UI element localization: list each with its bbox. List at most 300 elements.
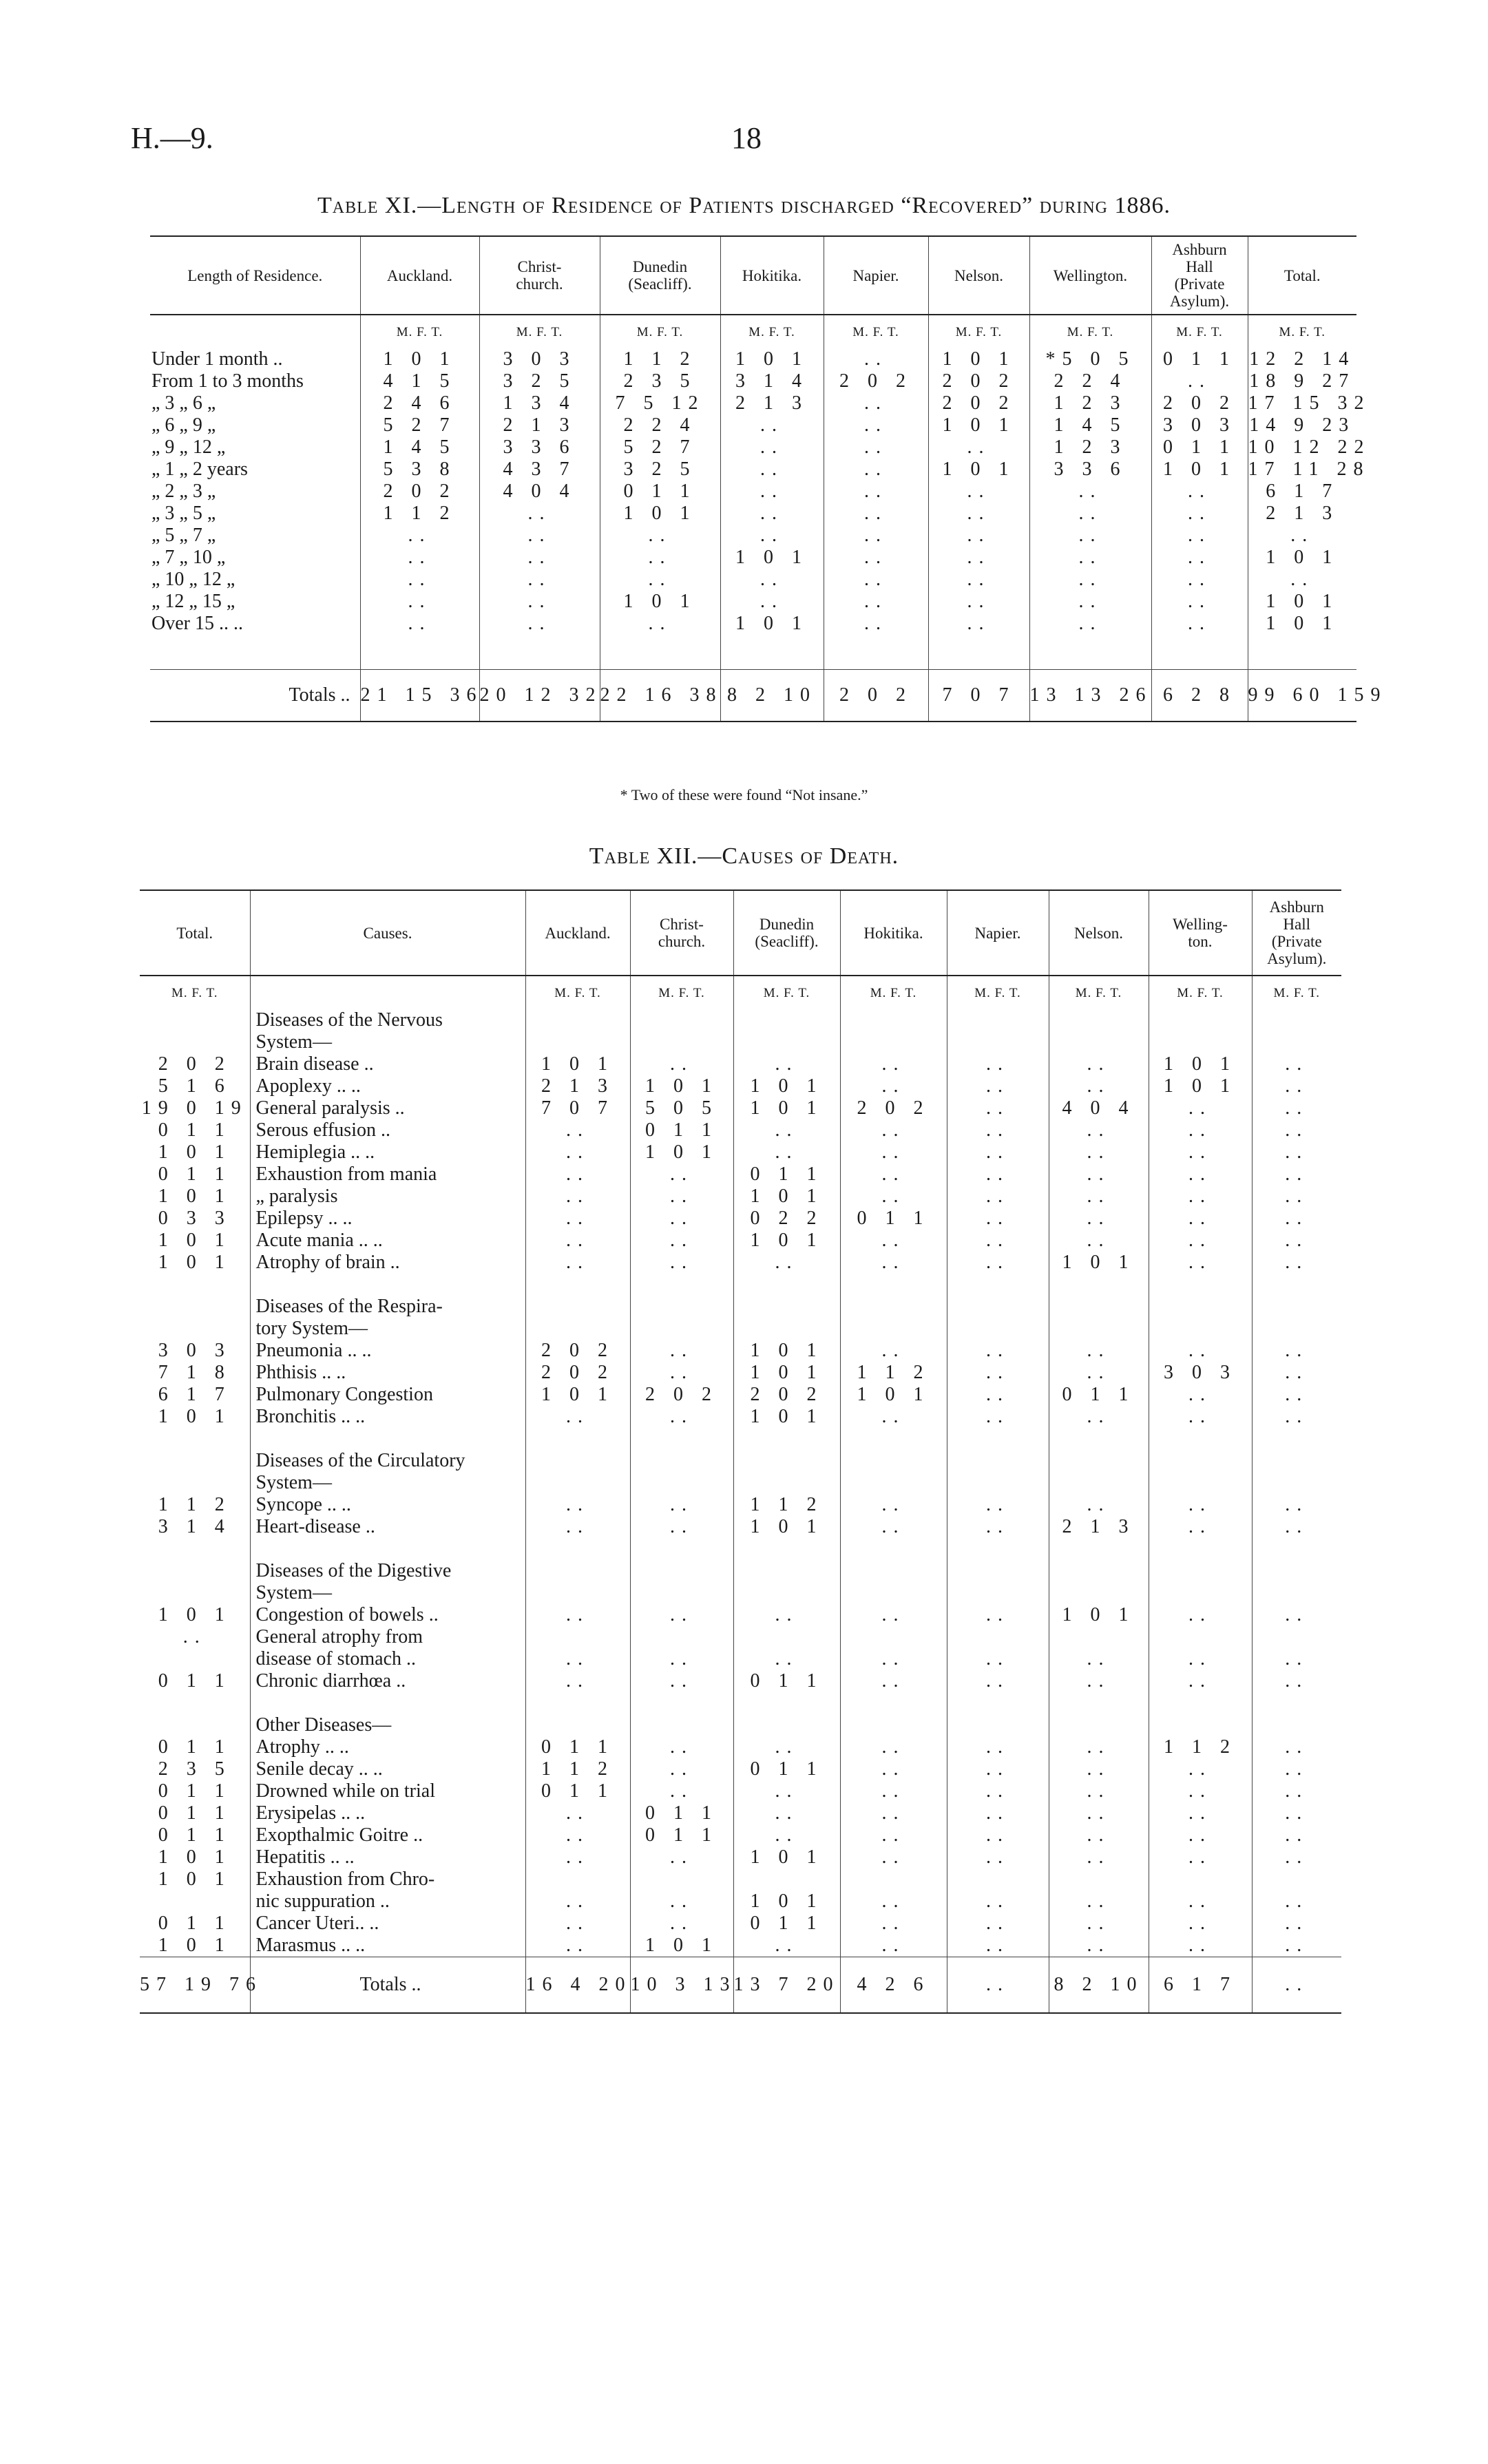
table-cell [840,1538,947,1560]
table-row [140,1913,1341,1935]
table-cell [1252,1009,1341,1031]
table-cell: .. [824,503,928,525]
row-total: 0 1 1 [158,1913,231,1934]
mft-label: M. F. T. [1248,315,1356,348]
table-cell: .. [1049,1494,1149,1516]
table-cell: 1 0 1 [928,414,1029,436]
table-cell: .. [928,503,1029,525]
mft-label: M. F. T. [824,315,928,348]
table-cell: .. [525,1891,630,1913]
table-row [140,1494,1341,1516]
table-row [150,414,1356,436]
table-cell [840,1031,947,1053]
table-cell: .. [947,1494,1049,1516]
table-cell: 1 0 1 [733,1516,840,1538]
table-cell: .. [525,1802,630,1824]
table-cell: .. [824,591,928,613]
table-cell [1149,1296,1252,1318]
table-cell [1149,1560,1252,1582]
table-cell [1049,1274,1149,1296]
table-cell [733,1428,840,1450]
table-cell: 3 3 6 [1029,459,1151,481]
row-cause [250,1274,525,1296]
table-cell: .. [1049,1230,1149,1252]
table-cell [733,1318,840,1340]
row-total: 19 0 19 [141,1097,248,1119]
table-cell [947,1560,1049,1582]
table-cell [525,1296,630,1318]
table-cell: .. [1049,1119,1149,1141]
row-total: 0 1 1 [158,1163,231,1185]
table-cell: .. [947,1891,1049,1913]
table-cell: 1 2 3 [1029,392,1151,414]
table-row [140,1780,1341,1802]
table-cell [630,1868,733,1891]
table-cell: .. [1149,1780,1252,1802]
table-cell: 1 1 2 [525,1758,630,1780]
row-label: „ 9 „ 12 „ [151,436,226,458]
table-cell: .. [600,525,720,547]
table-cell: 5 2 7 [360,414,479,436]
spacer-row [150,635,1356,670]
table-cell: 1 0 1 [928,459,1029,481]
table-cell: .. [630,1670,733,1692]
mft-label: M. F. T. [947,976,1049,1009]
table-cell: 2 0 2 [928,392,1029,414]
table-cell: .. [947,1604,1049,1626]
table-cell [1049,1538,1149,1560]
row-total: 5 1 6 [158,1075,231,1097]
table-cell: .. [525,1230,630,1252]
table-cell: 4 0 4 [479,481,600,503]
table-row [140,1252,1341,1274]
table-cell: .. [630,1648,733,1670]
row-total: 1 0 1 [158,1604,231,1625]
row-total: 3 0 3 [158,1340,231,1361]
table-cell [525,1472,630,1494]
row-total: 1 1 2 [158,1494,231,1515]
table-cell [630,1692,733,1714]
totals-cell: 10 3 13 [630,1957,733,2014]
table-cell [1049,1318,1149,1340]
table-cell: .. [630,1230,733,1252]
row-total: .. [182,1626,207,1647]
totals-cell: 8 2 10 [720,670,824,722]
table-cell: .. [840,1670,947,1692]
table-cell: .. [840,1846,947,1868]
totals-cell: 2 0 2 [824,670,928,722]
row-total: 0 3 3 [158,1208,231,1229]
row-total: 6 1 7 [158,1384,231,1405]
table-cell: 1 0 1 [600,503,720,525]
table-cell [947,1692,1049,1714]
table-cell: 0 1 1 [630,1824,733,1846]
table-cell: .. [947,1846,1049,1868]
column-header: Wellington. [1029,236,1151,315]
table-cell: .. [733,1935,840,1957]
row-cause: Exhaustion from mania [250,1163,525,1186]
table-cell: 1 0 1 [630,1141,733,1163]
column-header: Christ-church. [630,890,733,976]
totals-row [150,670,1356,722]
row-total [140,1428,250,1450]
table-cell: .. [600,613,720,635]
column-header: Welling-ton. [1149,890,1252,976]
table-cell [733,1692,840,1714]
table-cell: .. [479,591,600,613]
row-label: „ 1 „ 2 years [151,459,248,480]
table-cell [525,1538,630,1560]
table-cell: 2 1 3 [1248,503,1356,525]
totals-cell: 8 2 10 [1049,1957,1149,2014]
table-row [140,1163,1341,1186]
table-cell: .. [824,436,928,459]
row-cause: Diseases of the Circulatory [250,1450,525,1472]
table-cell [1049,1450,1149,1472]
table-row [150,525,1356,547]
table-cell [525,1714,630,1736]
row-total: 2 3 5 [158,1758,231,1780]
row-total [140,1560,250,1582]
table-cell [525,1692,630,1714]
table-cell: .. [1252,1913,1341,1935]
table-cell: .. [1029,613,1151,635]
table-cell: 1 1 2 [840,1362,947,1384]
table-cell [525,1428,630,1450]
table-cell [1149,1538,1252,1560]
totals-row [140,1957,1341,2014]
row-total [140,1031,250,1053]
table-cell: 1 0 1 [733,1075,840,1097]
table-row [140,1009,1341,1031]
table-cell: .. [720,569,824,591]
table-cell: .. [360,525,479,547]
table-cell: 1 0 1 [733,1186,840,1208]
table-cell: 1 3 4 [479,392,600,414]
table-cell: .. [1149,1119,1252,1141]
table-cell: .. [1252,1208,1341,1230]
table-cell: .. [840,1780,947,1802]
row-cause: Hemiplegia .. .. [250,1141,525,1163]
table-cell [733,1560,840,1582]
mft-label: M. F. T. [720,315,824,348]
row-cause: Acute mania .. .. [250,1230,525,1252]
table-cell [525,1009,630,1031]
table-cell: 2 1 3 [720,392,824,414]
table-cell: .. [630,1780,733,1802]
table-cell: 2 0 2 [630,1384,733,1406]
row-total: 0 1 1 [158,1670,231,1692]
table-cell: .. [840,1163,947,1186]
table-cell: .. [525,1186,630,1208]
table-cell [840,1450,947,1472]
table-cell [630,1560,733,1582]
row-total [140,1538,250,1560]
column-header-total: Total. [140,890,250,976]
row-cause: Diseases of the Digestive [250,1560,525,1582]
table-cell: .. [840,1516,947,1538]
row-total [140,1714,250,1736]
table-cell: .. [525,1935,630,1957]
totals-label: Totals .. [250,1957,525,2014]
row-cause: Diseases of the Respira- [250,1296,525,1318]
spacer-row [140,1538,1341,1560]
table-cell: .. [1029,569,1151,591]
table-cell [630,1714,733,1736]
column-header: Nelson. [928,236,1029,315]
table-cell [525,1031,630,1053]
table-cell [1049,1560,1149,1582]
table-cell: .. [360,547,479,569]
table-cell: .. [1029,503,1151,525]
row-total [140,1274,250,1296]
row-cause: Congestion of bowels .. [250,1604,525,1626]
table-cell: .. [928,436,1029,459]
table-cell: 4 3 7 [479,459,600,481]
totals-cell: 6 1 7 [1149,1957,1252,2014]
table-cell [947,1714,1049,1736]
table-cell [525,1450,630,1472]
table-cell: .. [947,1780,1049,1802]
table-cell [947,1868,1049,1891]
document-code: H.—9. [131,121,213,155]
row-total: 2 0 2 [158,1053,231,1075]
table-cell: .. [1149,1846,1252,1868]
table-cell: .. [1149,1208,1252,1230]
table-cell: .. [1252,1119,1341,1141]
row-label: Over 15 .. .. [151,613,243,634]
table-cell [630,1450,733,1472]
table-cell: 1 1 2 [733,1494,840,1516]
table-cell: 1 0 1 [840,1384,947,1406]
table-cell [1049,1692,1149,1714]
totals-cell: 4 2 6 [840,1957,947,2014]
table-cell: .. [1252,1252,1341,1274]
table-cell: 0 1 1 [733,1163,840,1186]
table-cell: .. [1149,1935,1252,1957]
table-cell: .. [840,1230,947,1252]
table-cell: .. [1049,1736,1149,1758]
table-cell: 0 1 1 [733,1670,840,1692]
row-label: Under 1 month .. [151,348,283,370]
mft-label: M. F. T. [840,976,947,1009]
column-header: Napier. [947,890,1049,976]
table-row [140,1824,1341,1846]
table-cell: .. [1252,1053,1341,1075]
row-cause: Pneumonia .. .. [250,1340,525,1362]
table-cell [840,1692,947,1714]
table-cell: .. [947,1053,1049,1075]
table-cell [630,1538,733,1560]
table-cell: .. [1049,1340,1149,1362]
table-cell: .. [1149,1670,1252,1692]
table-cell: 3 2 5 [479,370,600,392]
column-header-length: Length of Residence. [150,236,360,315]
table-row [140,1340,1341,1362]
table-cell: .. [840,1141,947,1163]
table-row [150,569,1356,591]
table-cell: .. [1252,1075,1341,1097]
table-cell: .. [1252,1097,1341,1119]
table-cell [733,1296,840,1318]
table-cell: 5 0 5 [630,1097,733,1119]
table-cell: .. [525,1163,630,1186]
table-cell [630,1274,733,1296]
table-cell [1149,1274,1252,1296]
table-xi-title: Table XI.—Length of Residence of Patients discharged “Recovered” during 1886. [317,193,1171,218]
table-cell: .. [1049,1141,1149,1163]
table-cell [840,1296,947,1318]
table-cell: .. [1029,591,1151,613]
table-cell [1149,1031,1252,1053]
table-cell: 1 0 1 [600,591,720,613]
table-cell: .. [525,1648,630,1670]
table-cell: 0 1 1 [840,1208,947,1230]
row-total [140,1296,250,1318]
table-cell [733,1868,840,1891]
row-cause: Epilepsy .. .. [250,1208,525,1230]
table-cell: .. [840,1186,947,1208]
mft-label: M. F. T. [1252,976,1341,1009]
table-cell: .. [1149,1141,1252,1163]
table-cell: 0 1 1 [630,1119,733,1141]
table-row [140,1031,1341,1053]
row-label: „ 7 „ 10 „ [151,547,226,568]
mft-label: M. F. T. [928,315,1029,348]
table-cell: .. [947,1802,1049,1824]
table-cell: .. [1049,1891,1149,1913]
table-cell [1049,1472,1149,1494]
table-cell [1049,1428,1149,1450]
table-cell: 1 0 1 [733,1097,840,1119]
table-cell: .. [1252,1670,1341,1692]
table-cell [1252,1031,1341,1053]
table-cell: .. [1049,1780,1149,1802]
row-cause [250,1538,525,1560]
table-cell: .. [1049,1913,1149,1935]
table-cell: 0 1 1 [525,1780,630,1802]
table-cell [630,1009,733,1031]
row-total: 3 1 4 [158,1516,231,1537]
table-cell: .. [947,1208,1049,1230]
table-cell: 1 0 1 [733,1406,840,1428]
table-cell: .. [630,1362,733,1384]
spacer-row [140,1692,1341,1714]
table-cell: .. [1149,1891,1252,1913]
table-cell: 17 15 32 [1248,392,1371,414]
table-cell: .. [720,414,824,436]
table-cell: .. [1151,481,1248,503]
table-cell: .. [525,1119,630,1141]
column-header: Nelson. [1049,890,1149,976]
table-cell: .. [360,569,479,591]
table-cell [1149,1582,1252,1604]
table-cell: .. [1049,1075,1149,1097]
table-cell: .. [1149,1186,1252,1208]
mft-label: M. F. T. [360,315,479,348]
table-cell: .. [928,613,1029,635]
table-cell: .. [1248,525,1356,547]
table-cell: .. [630,1406,733,1428]
table-cell: 2 0 2 [525,1340,630,1362]
table-cell [630,1626,733,1648]
table-row [140,1296,1341,1318]
row-total: 1 0 1 [158,1935,231,1956]
table-cell: 1 4 5 [360,436,479,459]
row-cause: Phthisis .. .. [250,1362,525,1384]
table-cell: .. [947,1384,1049,1406]
table-cell [733,1009,840,1031]
table-cell: .. [525,1824,630,1846]
table-cell: .. [479,569,600,591]
table-cell [525,1868,630,1891]
table-cell: .. [1149,1913,1252,1935]
table-cell [525,1274,630,1296]
table-cell: .. [1252,1362,1341,1384]
row-label: „ 6 „ 9 „ [151,414,216,436]
row-total: 0 1 1 [158,1780,231,1802]
table-cell: 2 0 2 [1151,392,1248,414]
table-cell [1049,1714,1149,1736]
table-cell: .. [1049,1846,1149,1868]
table-cell: 12 2 14 [1248,348,1356,370]
table-cell: .. [630,1494,733,1516]
table-row [140,1626,1341,1648]
table-cell: 1 1 2 [600,348,720,370]
row-total: 0 1 1 [158,1802,231,1824]
row-cause: System— [250,1031,525,1053]
table-cell: .. [947,1648,1049,1670]
table-cell: .. [1151,613,1248,635]
row-cause: disease of stomach .. [250,1648,525,1670]
table-cell: 0 2 2 [733,1208,840,1230]
table-cell: .. [479,503,600,525]
table-cell: .. [947,1670,1049,1692]
table-cell: .. [1252,1846,1341,1868]
totals-cell: .. [947,1957,1049,2014]
table-cell: .. [947,1119,1049,1141]
table-cell: .. [630,1604,733,1626]
table-cell: 2 0 2 [733,1384,840,1406]
table-cell: .. [733,1736,840,1758]
table-cell: .. [1049,1670,1149,1692]
row-cause: Hepatitis .. .. [250,1846,525,1868]
table-cell: 3 0 3 [1151,414,1248,436]
table-cell [525,1560,630,1582]
table-cell: 0 1 1 [733,1913,840,1935]
row-cause: Pulmonary Congestion [250,1384,525,1406]
table-row [140,1186,1341,1208]
row-total [140,1648,250,1670]
table-cell: 0 1 1 [733,1758,840,1780]
table-cell [840,1428,947,1450]
table-cell: .. [1149,1230,1252,1252]
row-label: „ 3 „ 6 „ [151,392,216,414]
table-cell: .. [928,481,1029,503]
table-cell: 4 1 5 [360,370,479,392]
table-cell: 1 0 1 [1248,547,1356,569]
totals-cell: 16 4 20 [525,1957,630,2014]
table-cell: .. [1149,1758,1252,1780]
table-row [140,1516,1341,1538]
table-cell: 0 1 1 [1049,1384,1149,1406]
table-cell: .. [1252,1824,1341,1846]
totals-cell: 21 15 36 [360,670,479,722]
row-cause: nic suppuration .. [250,1891,525,1913]
table-cell [733,1274,840,1296]
table-cell [525,1626,630,1648]
table-cell: .. [525,1846,630,1868]
